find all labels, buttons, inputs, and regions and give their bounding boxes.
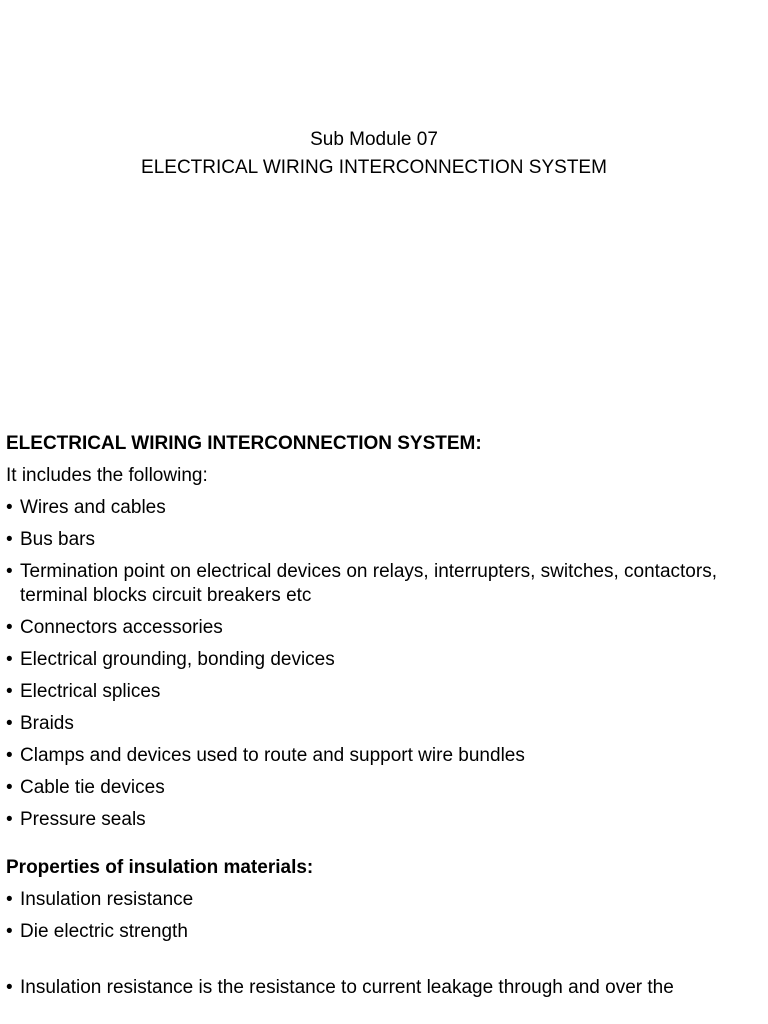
document-body (6, 432, 746, 1008)
list-item-text: Braids (20, 713, 74, 734)
insulation-properties-list (6, 888, 746, 944)
list-item-text: Connectors accessories (20, 617, 223, 638)
list-item-text: Wires and cables (20, 497, 166, 518)
cover-title-block (0, 126, 748, 182)
spacer (6, 840, 746, 856)
ewis-components-list (6, 496, 746, 832)
bullet-icon: • (6, 529, 13, 550)
list-item-text: Electrical grounding, bonding devices (20, 649, 335, 670)
list-item-text: Insulation resistance is the resistance to current leakage through and over the (20, 977, 674, 998)
bullet-icon: • (6, 777, 13, 798)
spacer (6, 952, 746, 976)
section-heading-ewis: ELECTRICAL WIRING INTERCONNECTION SYSTEM: (6, 433, 482, 454)
list-item (6, 528, 746, 552)
list-item (6, 680, 746, 704)
list-item-text: Electrical splices (20, 681, 161, 702)
bullet-icon: • (6, 977, 13, 998)
bullet-icon: • (6, 561, 13, 582)
list-item-text: Die electric strength (20, 921, 188, 942)
bullet-icon: • (6, 497, 13, 518)
list-item (6, 712, 746, 736)
list-item-text: Clamps and devices used to route and support wire bundles (20, 745, 525, 766)
bullet-icon: • (6, 809, 13, 830)
list-item (6, 920, 746, 944)
section-intro: It includes the following: (6, 465, 208, 486)
insulation-definition-list (6, 976, 746, 1000)
list-item-text: Bus bars (20, 529, 95, 550)
document-title: ELECTRICAL WIRING INTERCONNECTION SYSTEM (141, 157, 607, 178)
sub-module-label: Sub Module 07 (310, 129, 438, 150)
bullet-icon: • (6, 745, 13, 766)
list-item (6, 744, 746, 768)
list-item-text: Insulation resistance (20, 889, 194, 910)
list-item-text: Cable tie devices (20, 777, 165, 798)
section-heading-insulation: Properties of insulation materials: (6, 857, 314, 878)
list-item-text: Pressure seals (20, 809, 146, 830)
list-item (6, 648, 746, 672)
bullet-icon: • (6, 617, 13, 638)
list-item (6, 808, 746, 832)
list-item-text: Termination point on electrical devices on relays, interrupters, switches, contactors, terminal blocks circuit breakers etc (20, 561, 717, 606)
list-item (6, 776, 746, 800)
bullet-icon: • (6, 681, 13, 702)
list-item (6, 976, 746, 1000)
bullet-icon: • (6, 921, 13, 942)
list-item (6, 560, 746, 608)
list-item (6, 616, 746, 640)
bullet-icon: • (6, 713, 13, 734)
bullet-icon: • (6, 649, 13, 670)
bullet-icon: • (6, 889, 13, 910)
list-item (6, 496, 746, 520)
list-item (6, 888, 746, 912)
